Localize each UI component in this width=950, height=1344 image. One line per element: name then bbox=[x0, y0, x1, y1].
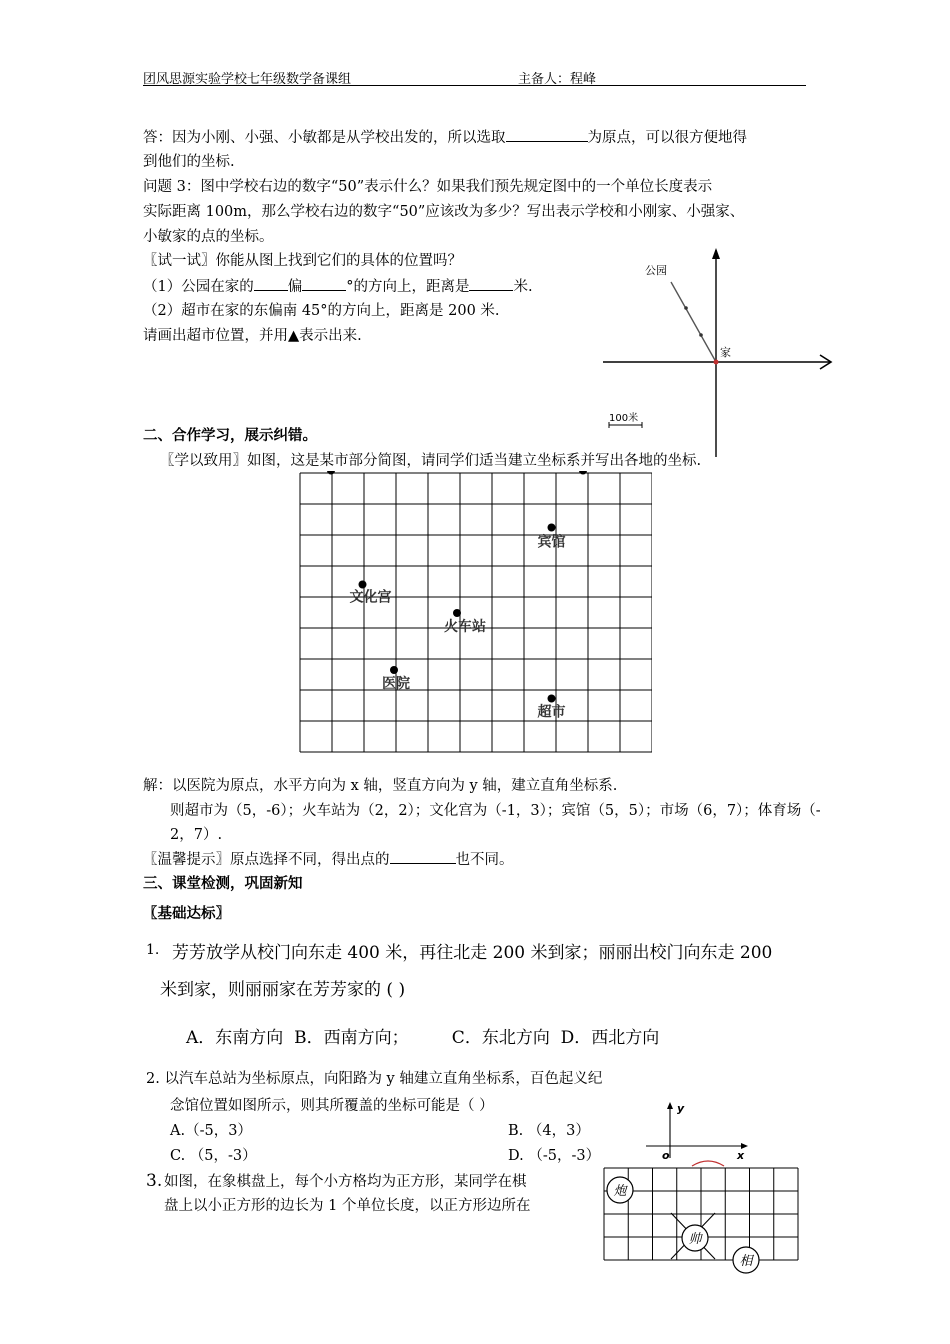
header-right: 主备人：程峰 bbox=[518, 72, 597, 87]
q3-line-2: 盘上以小正方形的边长为 1 个单位长度，以正方形边所在 bbox=[164, 1198, 531, 1214]
try-item-1-c: °的方向上，距离是 bbox=[346, 279, 470, 295]
place-label: 文化宫 bbox=[349, 589, 392, 606]
tip-text-b: 也不同。 bbox=[455, 852, 514, 868]
question3-line-3: 小敏家的点的坐标。 bbox=[143, 229, 274, 245]
solution-line-3: 2，7）. bbox=[170, 827, 223, 843]
tip-line bbox=[143, 849, 514, 870]
try-item-1-d: 米. bbox=[513, 279, 533, 295]
try-item-1-a: （1）公园在家的 bbox=[143, 279, 254, 295]
shuai-label: 帅 bbox=[688, 1232, 702, 1247]
answer-line-1 bbox=[143, 127, 747, 148]
solution-line-1: 解：以医院为原点，水平方向为 x 轴，竖直方向为 y 轴，建立直角坐标系. bbox=[143, 778, 618, 794]
place-point bbox=[390, 666, 398, 674]
home-point bbox=[714, 360, 719, 365]
q2-origin-label: o bbox=[662, 1149, 670, 1162]
place-point bbox=[359, 581, 367, 589]
place-label: 火车站 bbox=[444, 619, 486, 635]
answer-line-2: 到他们的坐标. bbox=[143, 154, 235, 170]
q2-line-2: 念馆位置如图所示，则其所覆盖的坐标可能是（ ） bbox=[170, 1098, 494, 1114]
place-label: 宾馆 bbox=[537, 534, 566, 551]
ray-tick-1 bbox=[684, 306, 688, 310]
scale-label: 100米 bbox=[609, 413, 639, 424]
q2-option-d[interactable]: D. （-5，-3） bbox=[508, 1148, 601, 1164]
q2-option-c[interactable]: C. （5，-3） bbox=[170, 1148, 257, 1164]
place-point bbox=[579, 471, 587, 475]
solution-line-2: 则超市为（5，-6）；火车站为（2，2）；文化宫为（-1，3）；宾馆（5，5）；市场（6，7）；体育场（- bbox=[170, 803, 821, 819]
distance-blank[interactable] bbox=[469, 276, 513, 291]
section2-intro: 〖学以致用〗如图，这是某市部分简图，请同学们适当建立坐标系并写出各地的坐标. bbox=[160, 453, 702, 469]
xiang-label: 相 bbox=[739, 1254, 753, 1269]
q2-axes-diagram bbox=[640, 1100, 760, 1170]
answer-text-a: 答：因为小刚、小强、小敏都是从学校出发的，所以选取 bbox=[143, 130, 506, 146]
section3-title: 三、课堂检测，巩固新知 bbox=[143, 875, 303, 892]
place-label: 超市 bbox=[537, 704, 566, 721]
try-title: 〖试一试〗你能从图上找到它们的具体的位置吗？ bbox=[143, 253, 462, 269]
q2-y-arrow-icon bbox=[667, 1102, 673, 1109]
park-label: 公园 bbox=[645, 264, 667, 277]
try-item-2: （2）超市在家的东偏南 45°的方向上，距离是 200 米. bbox=[143, 303, 500, 319]
q1-options: A．东南方向 B．西南方向； C．东北方向 D．西北方向 bbox=[186, 1028, 660, 1048]
pao-label: 炮 bbox=[613, 1184, 627, 1199]
header-rule bbox=[143, 85, 806, 86]
try-item-3: 请画出超市位置，并用▲表示出来. bbox=[143, 328, 362, 344]
place-point bbox=[327, 471, 335, 475]
place-point bbox=[453, 609, 461, 617]
place-label: 医院 bbox=[382, 676, 410, 692]
q3-line-1: 如图，在象棋盘上，每个小方格均为正方形，某同学在棋 bbox=[164, 1174, 527, 1190]
q2-line-1: 2. 以汽车总站为坐标原点，向阳路为 y 轴建立直角坐标系，百色起义纪 bbox=[146, 1071, 603, 1087]
city-map-grid bbox=[298, 471, 652, 753]
q3-number: 3. bbox=[146, 1171, 163, 1191]
header-left: 团风思源实验学校七年级数学备课组 bbox=[143, 72, 352, 87]
chessboard-diagram bbox=[598, 1164, 800, 1276]
place-point bbox=[548, 695, 556, 703]
try-item-1 bbox=[143, 276, 533, 297]
tip-blank[interactable] bbox=[390, 849, 456, 864]
section2-title: 二、合作学习，展示纠错。 bbox=[143, 427, 317, 444]
direction-diagram bbox=[598, 245, 838, 460]
answer-blank[interactable] bbox=[506, 127, 588, 142]
q2-option-a[interactable]: A.（-5，3） bbox=[170, 1123, 252, 1139]
home-label: 家 bbox=[720, 346, 731, 359]
answer-text-b: 为原点，可以很方便地得 bbox=[587, 130, 747, 146]
q2-x-label: x bbox=[737, 1149, 745, 1162]
direction-blank[interactable] bbox=[254, 276, 288, 291]
ray-tick-2 bbox=[699, 333, 703, 337]
park-ray bbox=[671, 282, 716, 362]
question3-line-2: 实际距离 100m，那么学校右边的数字“50”应该改为多少？写出表示学校和小刚家、小强家、 bbox=[143, 204, 745, 220]
question3-line-1: 问题 3：图中学校右边的数字“50”表示什么？如果我们预先规定图中的一个单位长度表示 bbox=[143, 179, 713, 195]
q1-number: 1. bbox=[146, 942, 160, 958]
tip-text-a: 〖温馨提示〗原点选择不同，得出点的 bbox=[143, 852, 390, 868]
q2-y-label: y bbox=[677, 1102, 685, 1115]
angle-blank[interactable] bbox=[302, 276, 346, 291]
place-point bbox=[548, 524, 556, 532]
try-item-1-b: 偏 bbox=[287, 279, 303, 295]
q2-option-b[interactable]: B. （4，3） bbox=[508, 1123, 590, 1139]
q1-line-2: 米到家，则丽丽家在芳芳家的 ( ) bbox=[160, 980, 406, 1000]
section3-sub: 〖基础达标〗 bbox=[143, 905, 230, 922]
north-arrow-icon bbox=[712, 248, 720, 259]
q1-line-1: 芳芳放学从校门向东走 400 米，再往北走 200 米到家；丽丽出校门向东走 200 bbox=[172, 943, 773, 963]
